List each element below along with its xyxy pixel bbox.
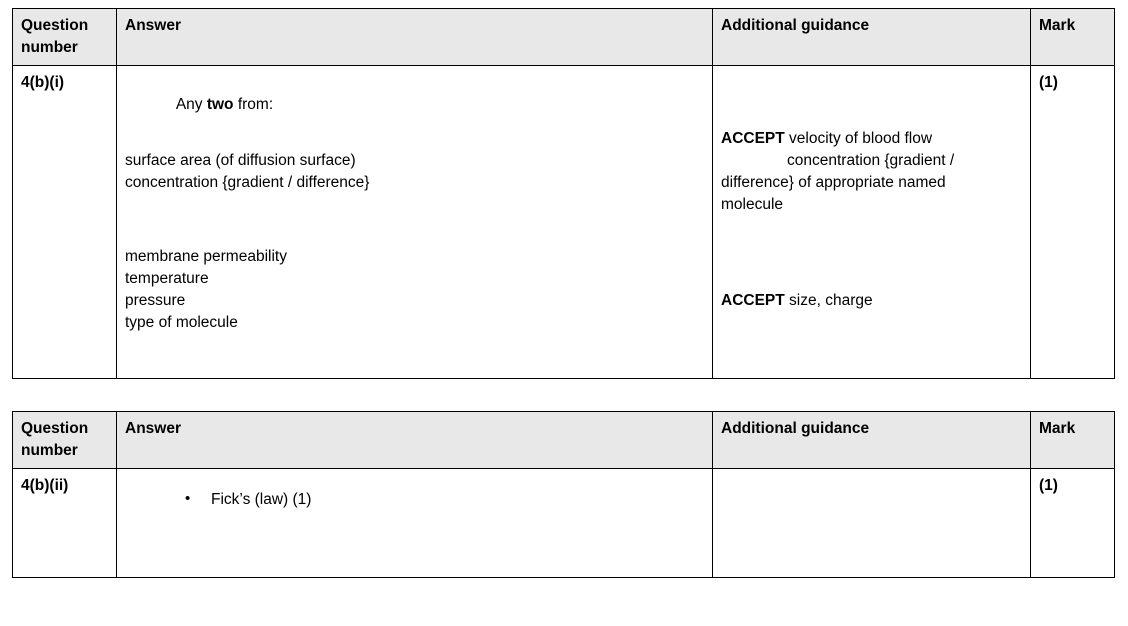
answer-intro [125, 72, 704, 138]
guidance-accept-1 [721, 128, 1022, 216]
answer-intro-bold: two [206, 96, 234, 113]
list-item: • Fick’s (law) (1) [185, 489, 704, 511]
answer-item-6: type of molecule [125, 314, 238, 331]
answer-cell [117, 469, 713, 578]
spacer [125, 194, 704, 234]
header-question-number-line2: number [21, 39, 78, 56]
table-row [13, 469, 1115, 578]
markscheme-table-2 [12, 411, 1115, 578]
table-1-header-row [13, 9, 1115, 66]
answer-item-4: temperature [125, 270, 209, 287]
answer-cell [117, 66, 713, 379]
spacer [125, 234, 704, 246]
markscheme-table-1 [12, 8, 1115, 379]
header-answer: Answer [117, 9, 713, 66]
accept-text-2: size, charge [784, 292, 873, 309]
header-question-number [13, 9, 117, 66]
answer-item-2: concentration {gradient / difference} [125, 174, 370, 191]
question-number-cell: 4(b)(ii) [13, 469, 117, 578]
mark-cell: (1) [1031, 469, 1115, 578]
answer-intro-pre: Any [175, 96, 207, 113]
header-answer: Answer [117, 412, 713, 469]
guidance-accept-1-line2: concentration {gradient / [787, 152, 955, 169]
accept-text-1: velocity of blood flow [784, 130, 933, 147]
mark-cell: (1) [1031, 66, 1115, 379]
accept-label-2: ACCEPT [721, 292, 785, 309]
header-question-number-line2: number [21, 442, 78, 459]
answer-item-1: surface area (of diffusion surface) [125, 152, 356, 169]
answer-item-3: membrane permeability [125, 248, 287, 265]
header-additional-guidance: Additional guidance [713, 9, 1031, 66]
guidance-accept-1-line1 [721, 128, 1022, 150]
header-question-number-line1: Question [21, 420, 89, 437]
guidance-accept-1-line4: molecule [721, 196, 784, 213]
header-mark: Mark [1031, 9, 1115, 66]
answer-bullet-list [125, 475, 704, 511]
header-additional-guidance: Additional guidance [713, 412, 1031, 469]
table-2-header-row [13, 412, 1115, 469]
guidance-accept-1-line3: difference} of appropriate named [721, 174, 946, 191]
guidance-accept-2 [721, 290, 1022, 312]
spacer [125, 138, 704, 150]
answer-intro-post: from: [233, 96, 274, 113]
additional-guidance-cell [713, 66, 1031, 379]
additional-guidance-cell [713, 469, 1031, 578]
answer-item-5: pressure [125, 292, 186, 309]
header-mark: Mark [1031, 412, 1115, 469]
question-number-cell: 4(b)(i) [13, 66, 117, 379]
header-question-number-line1: Question [21, 17, 89, 34]
accept-label-1: ACCEPT [721, 130, 785, 147]
header-question-number [13, 412, 117, 469]
table-row [13, 66, 1115, 379]
